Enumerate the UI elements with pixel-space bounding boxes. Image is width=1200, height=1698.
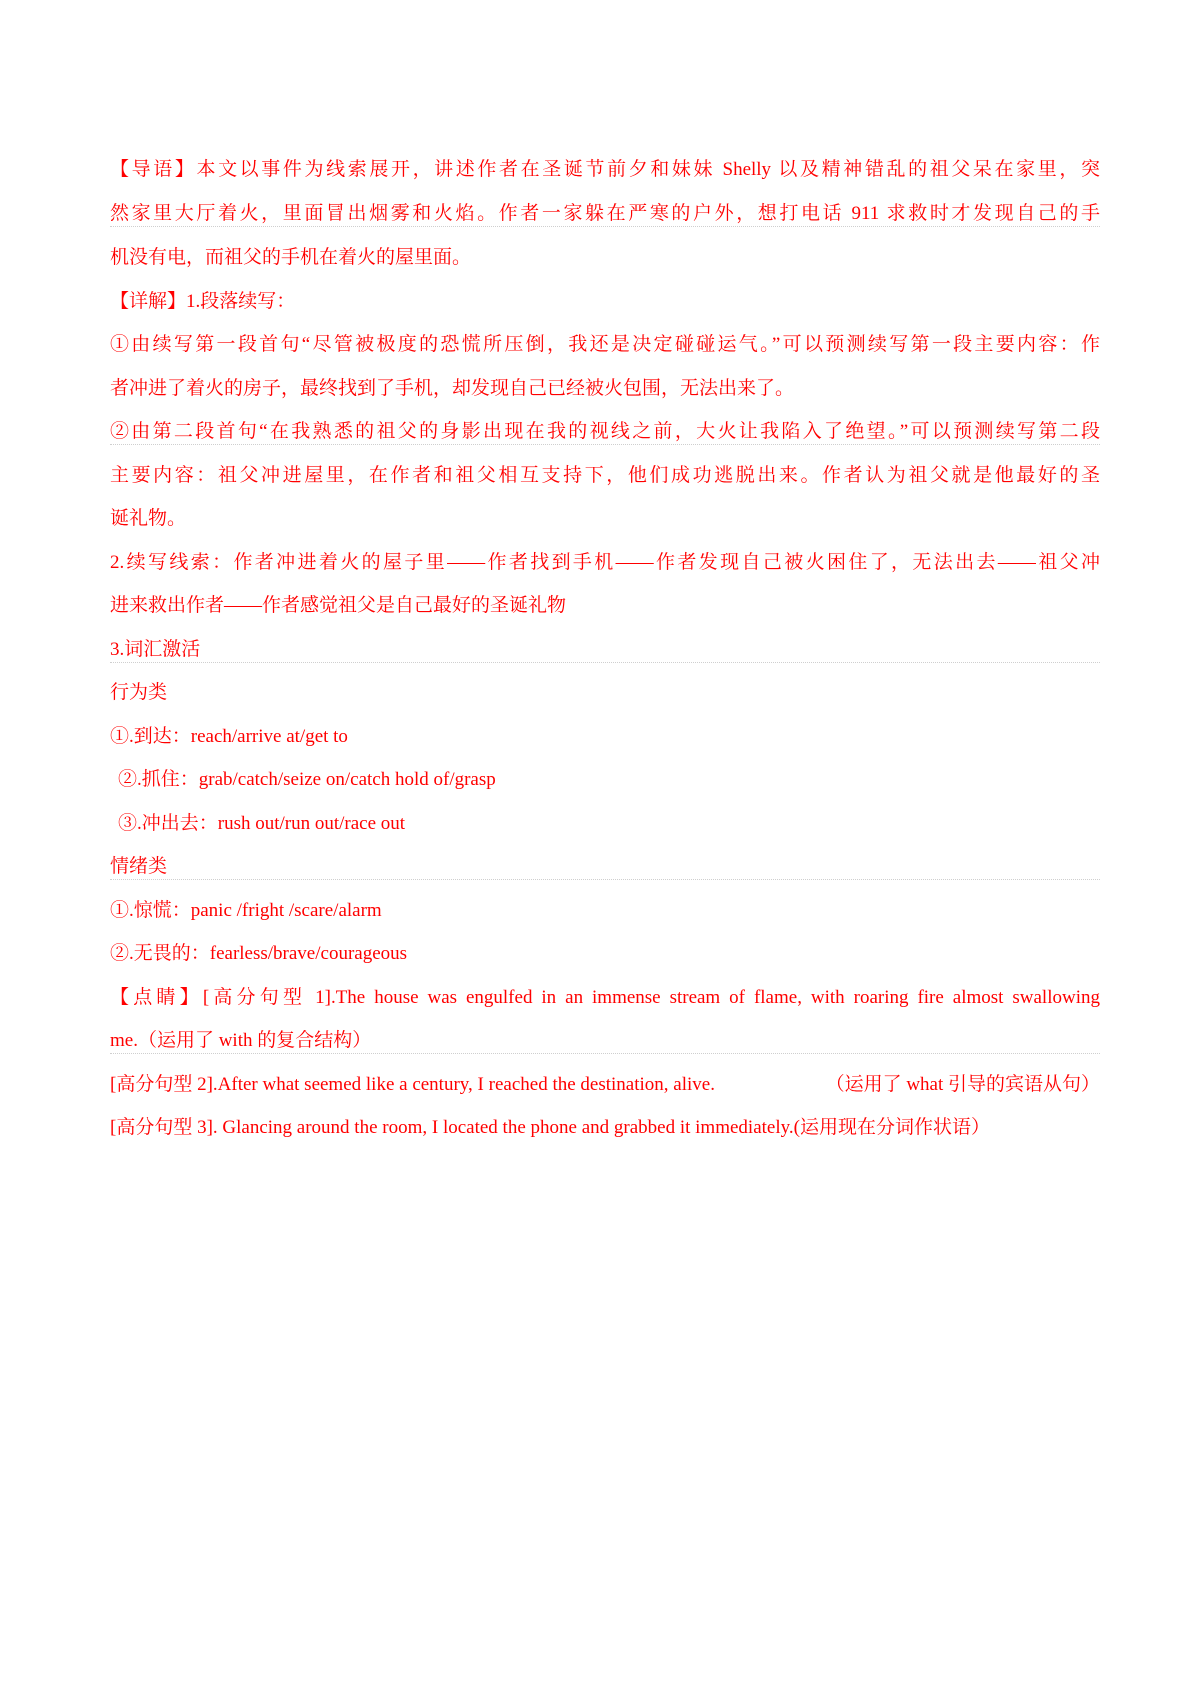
lead-line-2: 然家里大厅着火，里面冒出烟雾和火焰。作者一家躲在严寒的户外，想打电话 911 求救时才发现自己的手 xyxy=(110,203,1100,224)
lead-line-3: 机没有电，而祖父的手机在着火的屋里面。 xyxy=(110,247,472,268)
sentence-3-text: [高分句型 3]. Glancing around the room, I located the phone and grabbed it immediately. xyxy=(110,1117,794,1138)
emotion-item: ①.惊慌：panic /fright /scare/alarm xyxy=(110,900,382,921)
sentence-2-text: [高分句型 2].After what seemed like a century, I reached the destination, alive. xyxy=(110,1074,715,1095)
highlight-tag: 【点睛】 xyxy=(110,987,203,1008)
behavior-title: 行为类 xyxy=(110,682,168,703)
sentence-2-note: （运用了 what 引导的宾语从句） xyxy=(825,1074,1100,1095)
sentence-2 xyxy=(110,1070,1100,1100)
behavior-item: ②.抓住：grab/catch/seize on/catch hold of/grasp xyxy=(118,769,496,790)
emotion-title: 情绪类 xyxy=(110,856,168,877)
divider xyxy=(110,444,1100,445)
lead-line-1 xyxy=(110,155,1100,185)
para2-line-3: 诞礼物。 xyxy=(110,508,187,529)
detail-heading: 1.段落续写： xyxy=(186,291,296,312)
sentence-1-part-2: me.（运用了 with 的复合结构） xyxy=(110,1030,372,1051)
emotion-item: ②.无畏的：fearless/brave/courageous xyxy=(110,943,408,964)
para2-line-1: ②由第二段首句“在我熟悉的祖父的身影出现在我的视线之前，大火让我陷入了绝望。”可以预测续写第二段 xyxy=(110,421,1100,442)
highlight-line-1 xyxy=(110,983,1100,1013)
divider xyxy=(110,879,1100,880)
sentence-1-part-1: [高分句型 1].The house was engulfed in an immense stream of flame, with roaring fire almost swallowing xyxy=(202,987,1100,1008)
vocab-heading: 3.词汇激活 xyxy=(110,639,201,660)
para1-line-1: ①由续写第一段首句“尽管被极度的恐慌所压倒，我还是决定碰碰运气。”可以预测续写第一段主要内容：作 xyxy=(110,334,1100,355)
behavior-item: ①.到达：reach/arrive at/get to xyxy=(110,726,348,747)
divider xyxy=(110,1053,1100,1054)
divider xyxy=(110,662,1100,663)
behavior-item: ③.冲出去：rush out/run out/race out xyxy=(118,813,406,834)
sentence-3 xyxy=(110,1113,1100,1143)
lead-text-1: 本文以事件为线索展开，讲述作者在圣诞节前夕和妹妹 Shelly 以及精神错乱的祖父呆在家里，突 xyxy=(196,159,1100,180)
detail-tag: 【详解】 xyxy=(110,291,187,312)
clues-line-2: 进来救出作者——作者感觉祖父是自己最好的圣诞礼物 xyxy=(110,595,567,616)
para2-line-2: 主要内容：祖父冲进屋里，在作者和祖父相互支持下，他们成功逃脱出来。作者认为祖父就是他最好的圣 xyxy=(110,465,1100,486)
lead-tag: 【导语】 xyxy=(110,159,197,180)
para1-line-2: 者冲进了着火的房子，最终找到了手机，却发现自己已经被火包围，无法出来了。 xyxy=(110,378,795,399)
clues-line-1: 2.续写线索：作者冲进着火的屋子里——作者找到手机——作者发现自己被火困住了，无法出去——祖父冲 xyxy=(110,552,1100,573)
divider xyxy=(110,226,1100,227)
sentence-3-note: (运用现在分词作状语） xyxy=(793,1117,990,1138)
detail-heading-line xyxy=(110,287,1100,317)
